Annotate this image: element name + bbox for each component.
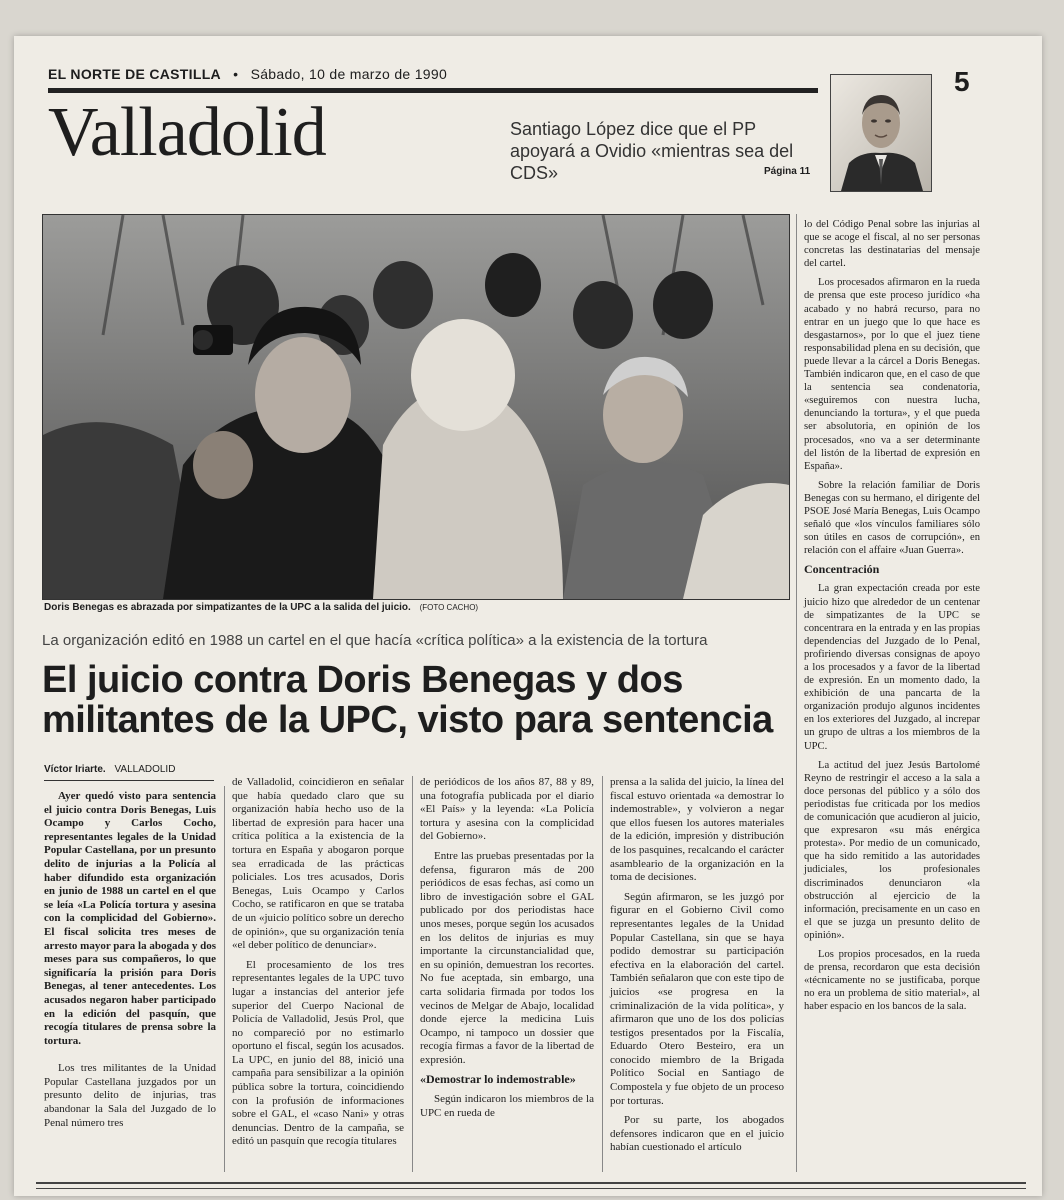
article-paragraph: Los propios procesados, en la rueda de prensa, recordaron que esta decisión «técnicamente no se justificaba, porque no era un problema de sitio material», al haber espacio en los bancos de la sala. xyxy=(804,948,980,1013)
masthead-separator: • xyxy=(233,66,239,82)
article-subhead: «Demostrar lo indemostrable» xyxy=(420,1072,576,1087)
masthead xyxy=(48,66,447,82)
column-divider xyxy=(602,776,603,1172)
portrait-photo xyxy=(830,74,932,192)
column-divider xyxy=(796,214,797,1172)
article-column-5 xyxy=(804,218,980,1019)
article-column-4 xyxy=(610,776,784,1161)
article-paragraph: Según indicaron los miembros de la UPC en rueda de xyxy=(420,1093,594,1119)
newspaper-name: EL NORTE DE CASTILLA xyxy=(48,66,221,82)
page-bottom-rule xyxy=(36,1182,1026,1184)
article-paragraph: de periódicos de los años 87, 88 y 89, una fotografía publicada por el diario «El País» y la leyenda: «La Policía tortura y asesina con la complicidad del Gobierno». xyxy=(420,776,594,843)
promo-page-ref: Página 11 xyxy=(764,166,811,177)
photo-caption-text: Doris Benegas es abrazada por simpatizantes de la UPC a la salida del juicio. xyxy=(44,602,411,613)
masthead-rule xyxy=(48,88,818,93)
photo-caption xyxy=(44,602,478,613)
article-column-1 xyxy=(44,790,216,1136)
byline-author: Víctor Iriarte. xyxy=(44,764,106,775)
promo-text: Santiago López dice que el PP apoyará a Ovidio «mientras sea del CDS» xyxy=(510,119,794,183)
article-kicker: La organización editó en 1988 un cartel en el que hacía «crítica política» a la existencia de la tortura xyxy=(42,632,708,649)
article-paragraph: Entre las pruebas presentadas por la defensa, figuraron más de 200 periódicos de esas fechas, así como un libro de investigación sobre el GAL publicado por dos periodistas hace unos meses, porque según los acusados en los delitos de injurias es muy importante la circunstancialidad que, en su opinión, demuestran los recortes. No fue aceptada, sin embargo, una carta solidaria firmada por todos los vecinos de Melgar de Abajo, localidad donde ejerce la medicina Luis Ocampo, ni tampoco un dossier que recogía firmas a favor de la libertad de expresión. xyxy=(420,849,594,1066)
page-number: 5 xyxy=(954,66,970,97)
article-paragraph: La gran expectación creada por este juicio hizo que alrededor de un centenar de simpatizantes de la UPC se concentrara en la entrada y en las propias dependencias del Juzgado de lo Penal, profiriendo diversas consignas de apoyo a los procesados y a favor de la libertad de expresión. En un momento dado, la exhibición de una pancarta de la organización produjo algunos incidentes en los exteriores del Juzgado, al increpar un grupo de ultras a los miembros de la UPC. xyxy=(804,583,980,752)
article-paragraph: lo del Código Penal sobre las injurias al que se acoge el fiscal, al no ser personas concretas las destinatarias del mensaje del cartel. xyxy=(804,219,980,270)
section-title: Valladolid xyxy=(48,94,326,171)
article-column-3 xyxy=(420,776,594,1126)
photo-credit: (FOTO CACHO) xyxy=(419,603,479,612)
article-paragraph: El procesamiento de los tres representantes legales de la UPC tuvo lugar a instancias del anterior jefe superior del Cuerpo Nacional de Policía de Valladolid, Jesús Prol, que no compareció por no estimarlo oportuno el fiscal, según los acusados. La UPC, en junio del 88, inició una campaña para sensibilizar a la opinión pública sobre la tortura, coincidiendo con la profusión de informaciones sobre el GAL, el «caso Nani» y otras denuncias. Dentro de la campaña, se editó un pasquín que recogía titulares xyxy=(232,958,404,1148)
page-bottom-rule xyxy=(36,1188,1026,1189)
article-paragraph: Sobre la relación familiar de Doris Benegas con su hermano, el dirigente del PSOE José María Benegas, Luis Ocampo señaló que «los vínculos familiares sólo son útiles en casos de corrupción», en relación con el affaire «Juan Guerra». xyxy=(804,479,980,557)
newspaper-page xyxy=(14,36,1042,1196)
article-paragraph: La actitud del juez Jesús Bartolomé Reyno de restringir el acceso a la sala a doce personas del público y a sólo dos periodistas fue criticada por los medios de comunicación que acudieron al juicio, que expresaron «su más enérgica protesta». Por medio de un comunicado, que ha sido remitido a las autoridades judiciales, los profesionales discriminados denunciaron «la obstrucción al ejercicio de la información, precisamente en un caso en el que se juzga un presunto delito de opinión». xyxy=(804,759,980,941)
article-paragraph: Por su parte, los abogados defensores indicaron que en el juicio habían cuestionado el artículo xyxy=(610,1114,784,1154)
article-paragraph: de Valladolid, coincidieron en señalar que había quedado claro que su organización había hecho uso de la libertad de expresión para hacer una crítica política a la existencia de la tortura en España y abogaron porque sea erradicada de las prácticas policiales. Los tres acusados, Doris Benegas, Luis Ocampo y Carlos Cocho, se ratificaron en que se trataba de un «juicio político sobre un derecho de opinión», que su organización tenía «el deber político de denunciar». xyxy=(232,776,404,952)
news-photo xyxy=(42,214,790,600)
article-paragraph: Los tres militantes de la Unidad Popular Castellana juzgados por un presunto delito de injurias, tras abandonar la Sala del Juzgado de lo Penal número tres xyxy=(44,1062,216,1129)
byline-place: VALLADOLID xyxy=(114,764,176,775)
column-divider xyxy=(412,776,413,1172)
byline-rule xyxy=(44,780,214,781)
publication-date: Sábado, 10 de marzo de 1990 xyxy=(250,66,448,82)
article-paragraph: Según afirmaron, se les juzgó por figurar en el Gobierno Civil como representantes legales de la Unidad Popular Castellana, sin que se haya podido demostrar su participación efectiva en la elaboración del cartel. También señalaron que con este tipo de juicios «se progresa en la criminalización de la vida política», y afirmaron que uno de los dos policías testigos presentados por la Fiscalía, Eduardo Otero Besteiro, era un conocido miembro de la Brigada Político Social en Santiago de Compostela y fue objeto de un proceso por torturas. xyxy=(610,890,784,1107)
column-divider xyxy=(224,786,225,1172)
article-subhead: Concentración xyxy=(804,562,880,577)
article-headline: El juicio contra Doris Benegas y dos militantes de la UPC, visto para sentencia xyxy=(42,659,773,741)
byline xyxy=(44,764,175,775)
article-lead-paragraph: Ayer quedó visto para sentencia el juicio contra Doris Benegas, Luis Ocampo y Carlos Cocho, representantes legales de la Unidad Popular Castellana, por un presunto delito de injurias a la Policía al haber difundido esta organización en junio de 1988 un cartel en el que se leía «La Policía tortura y asesina con la complicidad del Gobierno». El fiscal solicita tres meses de arresto mayor para la abogada y dos meses para sus compañeros, lo que significaría la prisión para Doris Benegas, al tener antecedentes. Los acusados negaron haber participado en la edición del pasquín, que recogía titulares de prensa sobre la tortura. xyxy=(44,790,216,1047)
article-paragraph: prensa a la salida del juicio, la línea del fiscal estuvo orientada «a demostrar lo indemostrable», y volvieron a negar que ellos fuesen los autores materiales de la edición, impresión y distribución de los pasquines, recalcando el carácter asambleario de la organización en la toma de decisiones. xyxy=(610,776,784,884)
article-paragraph: Los procesados afirmaron en la rueda de prensa que este proceso jurídico «ha acabado y no habrá recurso, para no entrar en un juego que lo que hace es desgastarnos», por lo que el juez tiene responsabilidad plena en su decisión, que puede llevar a la cárcel a Doris Benegas. También indicaron que, en el caso de que la sentencia sea condenatoria, «seguiremos con nuestra lucha, denunciando la tortura», y el que pueda ser absolutoria, en opinión de los procesados, «no va a ser determinante del listón de la libertad de expresión en España». xyxy=(804,277,980,472)
article-column-2 xyxy=(232,776,404,1155)
